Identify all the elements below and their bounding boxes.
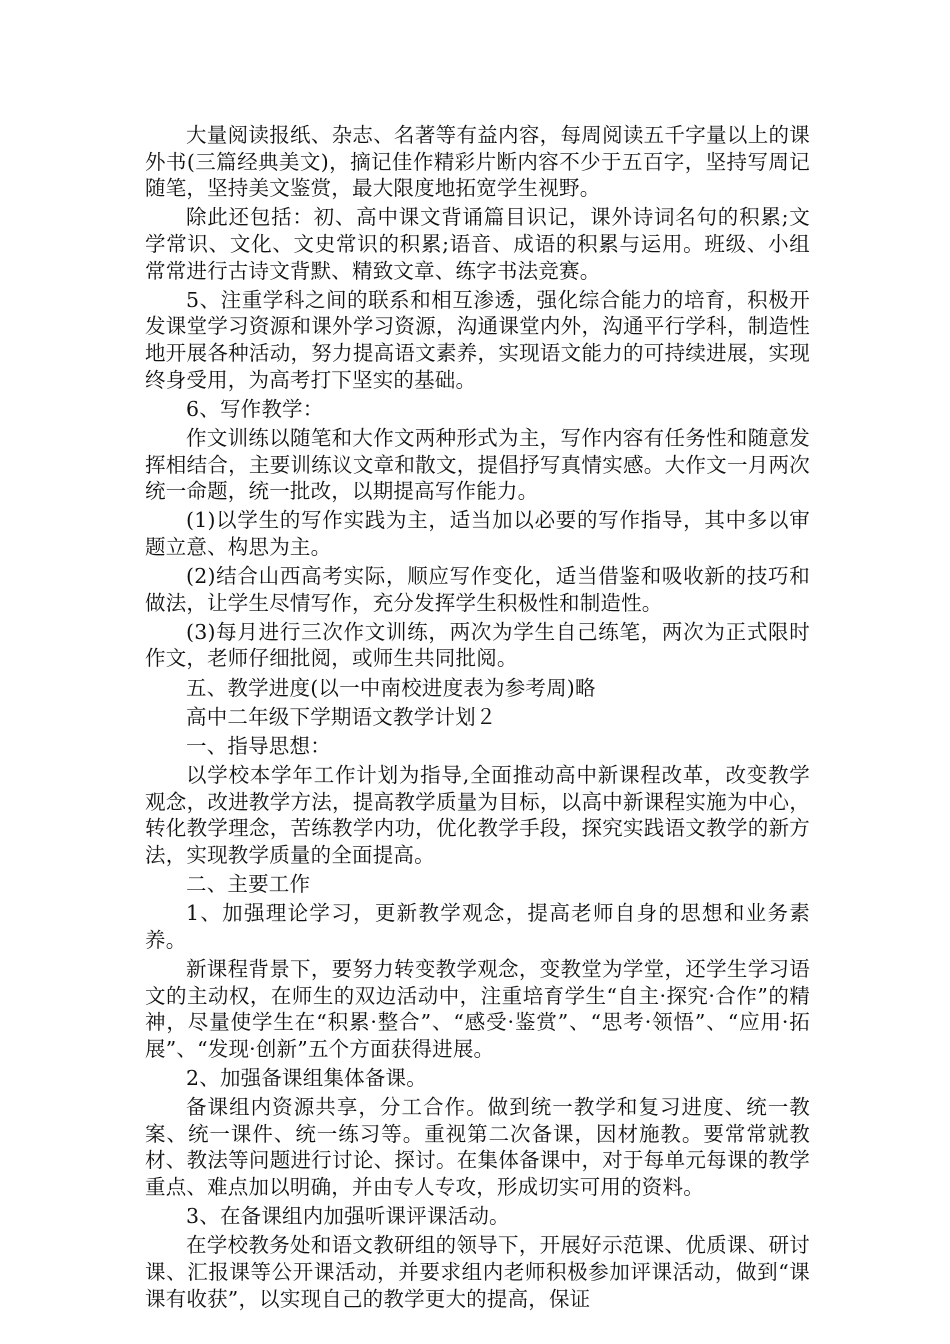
paragraph-writing-point-2: (2)结合山西高考实际，顺应写作变化，适当借鉴和吸收新的技巧和做法，让学生尽情写作，充分发挥学生积极性和制造性。 bbox=[145, 564, 810, 615]
paragraph-writing-point-1: (1)以学生的写作实践为主，适当加以必要的写作指导，其中多以审题立意、构思为主。 bbox=[145, 508, 810, 559]
paragraph-collective-prep: 备课组内资源共享，分工合作。做到统一教学和复习进度、统一教案、统一课件、统一练习等。重视第二次备课，因材施教。要常常就教材、教法等问题进行讨论、探讨。在集体备课中，对于每单元每课的教学重点、难点加以明确，并由专人专攻，形成切实可用的资料。 bbox=[145, 1095, 810, 1200]
paragraph-accumulation: 除此还包括：初、高中课文背诵篇目识记，课外诗词名句的积累;文学常识、文化、文史常识的积累;语音、成语的积累与运用。班级、小组常常进行古诗文背默、精致文章、练字书法竞赛。 bbox=[145, 205, 810, 283]
paragraph-reading: 大量阅读报纸、杂志、名著等有益内容，每周阅读五千字量以上的课外书(三篇经典美文)，摘记佳作精彩片断内容不少于五百字，坚持写周记随笔，坚持美文鉴赏，最大限度地拓宽学生视野。 bbox=[145, 123, 810, 201]
heading-teaching-progress: 五、教学进度(以一中南校进度表为参考周)略 bbox=[186, 675, 596, 700]
heading-plan-2-title: 高中二年级下学期语文教学计划２ bbox=[186, 704, 497, 729]
heading-guiding-ideology: 一、指导思想： bbox=[186, 734, 331, 758]
document-body bbox=[145, 122, 810, 1315]
paragraph-guiding-ideology: 以学校本学年工作计划为指导,全面推动高中新课程改革，改变教学观念，改进教学方法，提高教学质量为目标，以高中新课程实施为中心，转化教学理念，苦练教学内功，优化教学手段，探究实践语文教学的新方法，实现教学质量的全面提高。 bbox=[145, 763, 810, 867]
paragraph-open-classes: 在学校教务处和语文教研组的领导下，开展好示范课、优质课、研讨课、汇报课等公开课活动，并要求组内老师积极参加评课活动，做到“课课有收获”，以实现自己的教学更大的提高，保证 bbox=[145, 1233, 810, 1311]
paragraph-writing-training: 作文训练以随笔和大作文两种形式为主，写作内容有任务性和随意发挥相结合，主要训练议文章和散文，提倡抒写真情实感。大作文一月两次统一命题，统一批改，以期提高写作能力。 bbox=[145, 425, 810, 504]
paragraph-writing-point-3: (3)每月进行三次作文训练，两次为学生自己练笔，两次为正式限时作文，老师仔细批阅，或师生共同批阅。 bbox=[145, 619, 810, 671]
paragraph-new-curriculum: 新课程背景下，要努力转变教学观念，变教堂为学堂，还学生学习语文的主动权，在师生的双边活动中，注重培育学生“自主·探究·合作”的精神，尽量使学生在“积累·整合”、“感受·鉴赏”、“思考·领悟”、“应用·拓展”、“发现·创新”五个方面获得进展。 bbox=[145, 957, 810, 1061]
paragraph-work-item-2: 2、加强备课组集体备课。 bbox=[186, 1066, 427, 1091]
heading-main-work: 二、主要工作 bbox=[186, 872, 311, 897]
paragraph-work-item-1: 1、加强理论学习，更新教学观念，提高老师自身的思想和业务素养。 bbox=[145, 901, 810, 952]
heading-writing-teaching: 6、写作教学： bbox=[186, 396, 324, 421]
paragraph-item-5: 5、注重学科之间的联系和相互渗透，强化综合能力的培育，积极开发课堂学习资源和课外学习资源，沟通课堂内外，沟通平行学科，制造性地开展各种活动，努力提高语文素养，实现语文能力的可持续进展，实现终身受用，为高考打下坚实的基础。 bbox=[145, 287, 810, 392]
paragraph-work-item-3: 3、在备课组内加强听课评课活动。 bbox=[186, 1204, 510, 1229]
